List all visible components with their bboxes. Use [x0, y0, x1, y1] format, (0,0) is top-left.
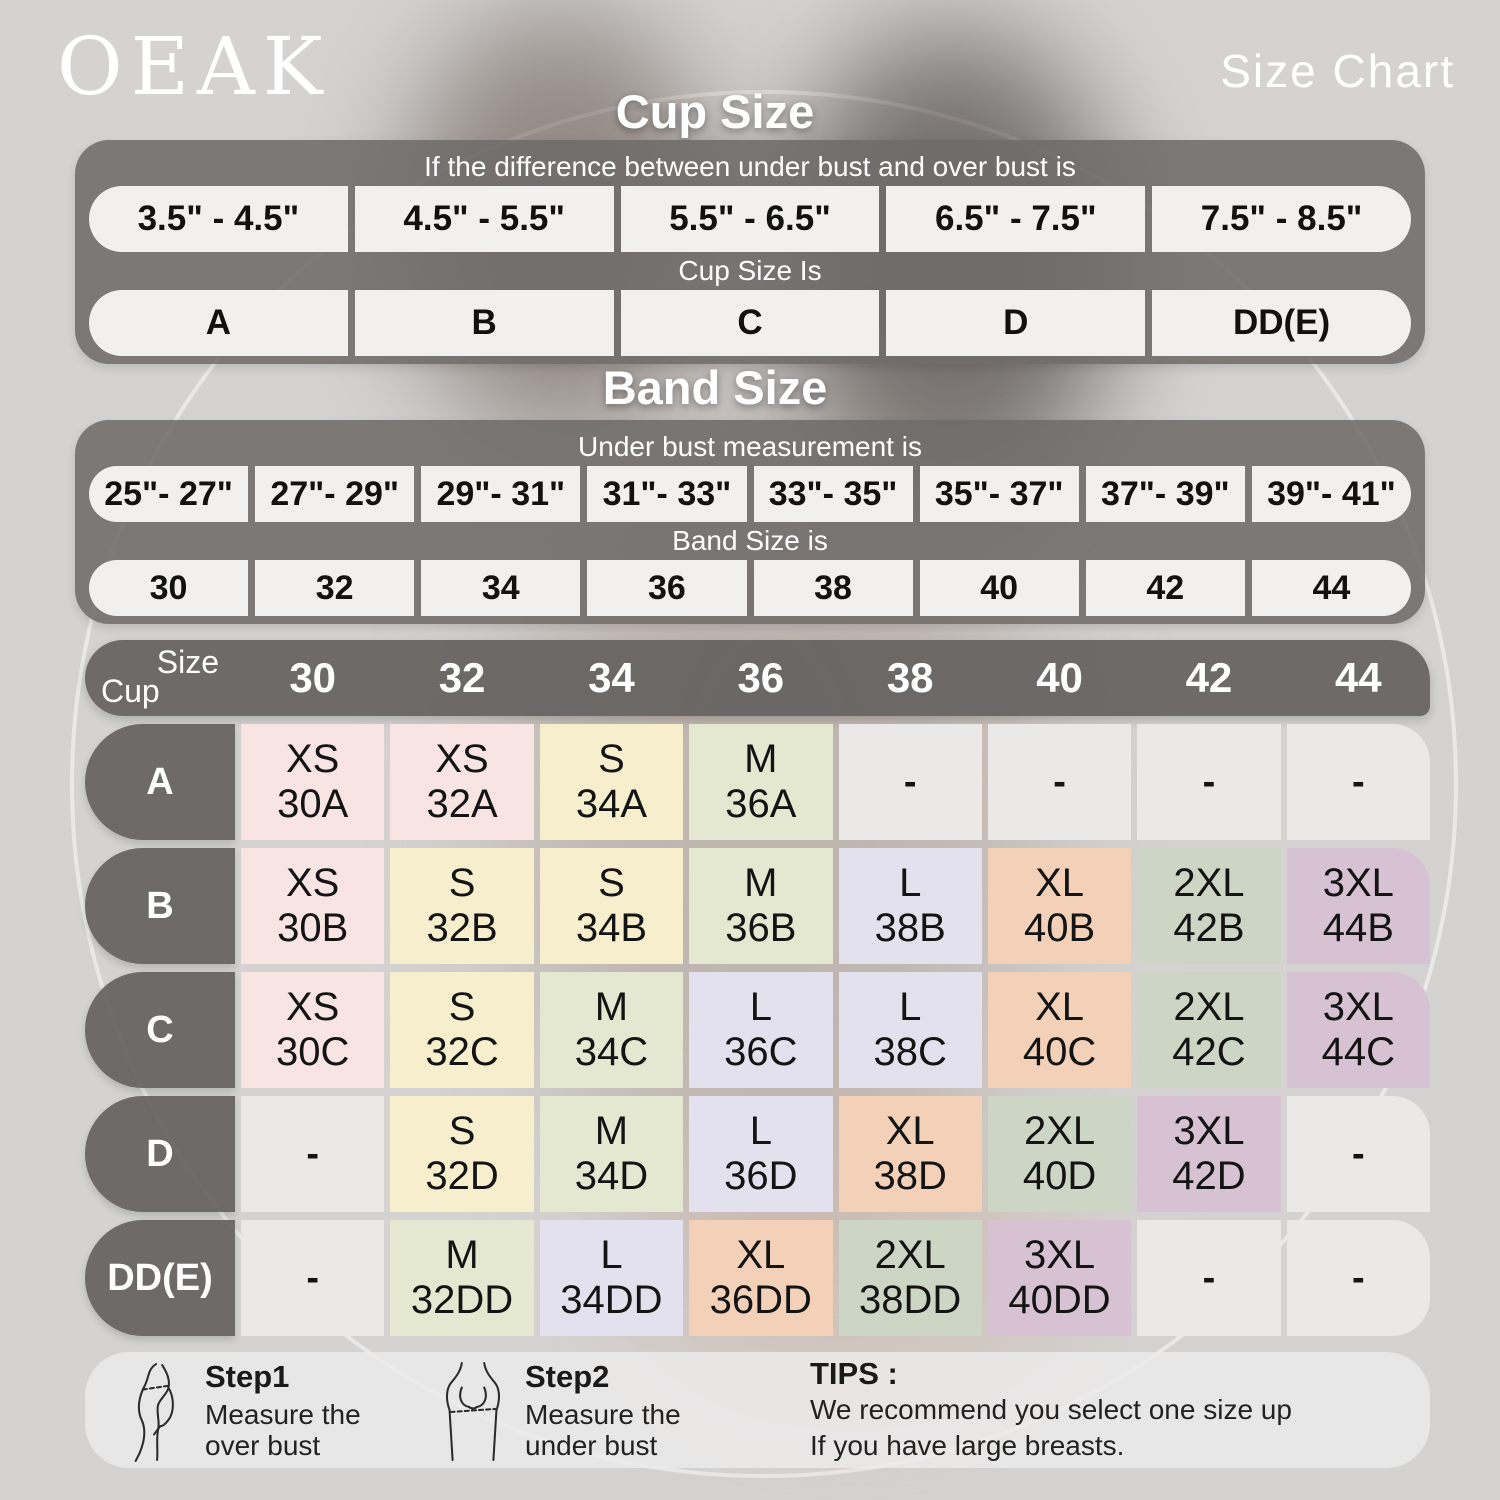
band-column-header-38: 38	[886, 654, 934, 701]
size-cell-36-B: M 36B	[689, 848, 832, 964]
band-column-header-44: 44	[1334, 654, 1382, 701]
band-value-6: 42	[1086, 560, 1245, 616]
band-value-3: 36	[587, 560, 746, 616]
size-cell-42-DD(E): -	[1137, 1220, 1280, 1336]
size-cell-42-D: 3XL 42D	[1137, 1096, 1280, 1212]
band-range-row	[89, 466, 1411, 522]
band-column-header-34: 34	[588, 654, 635, 701]
matrix-body	[85, 724, 1430, 1336]
cup-range-0: 3.5" - 4.5"	[89, 186, 348, 252]
measuring-guide-bar	[85, 1352, 1430, 1468]
band-value-row	[89, 560, 1411, 616]
size-cell-30-DD(E): -	[241, 1220, 384, 1336]
band-range-6: 37"- 39"	[1086, 466, 1245, 522]
size-cell-30-D: -	[241, 1096, 384, 1212]
size-cell-36-D: L 36D	[689, 1096, 832, 1212]
size-cell-40-D: 2XL 40D	[988, 1096, 1131, 1212]
size-cell-32-A: XS 32A	[390, 724, 533, 840]
size-cell-32-C: S 32C	[390, 972, 533, 1088]
corner-cup-label: Cup	[101, 673, 160, 709]
cup-range-3: 6.5" - 7.5"	[886, 186, 1145, 252]
cup-range-row	[89, 186, 1411, 252]
band-range-5: 35"- 37"	[920, 466, 1079, 522]
matrix-row-D	[85, 1096, 1430, 1212]
cup-value-3: D	[886, 290, 1145, 356]
corner-size-label: Size	[156, 644, 219, 680]
under-bust-measure-icon	[435, 1361, 511, 1463]
band-value-1: 32	[255, 560, 414, 616]
band-value-4: 38	[754, 560, 913, 616]
size-cell-38-D: XL 38D	[839, 1096, 982, 1212]
page-title: Size Chart	[1220, 45, 1455, 97]
band-column-header-42: 42	[1185, 654, 1233, 701]
size-cell-34-DD(E): L 34DD	[540, 1220, 683, 1336]
size-cell-34-A: S 34A	[540, 724, 683, 840]
size-cell-44-DD(E): -	[1287, 1220, 1430, 1336]
band-value-7: 44	[1252, 560, 1411, 616]
band-range-1: 27"- 29"	[255, 466, 414, 522]
band-range-3: 31"- 33"	[587, 466, 746, 522]
cup-difference-caption: If the difference between under bust and over bust is	[424, 151, 1076, 182]
band-column-header-30: 30	[289, 654, 337, 701]
matrix-header	[85, 640, 1430, 716]
size-cell-42-B: 2XL 42B	[1137, 848, 1280, 964]
cup-value-4: DD(E)	[1152, 290, 1411, 356]
step2-block	[525, 1359, 715, 1462]
band-column-header-32: 32	[438, 654, 486, 701]
band-value-2: 34	[421, 560, 580, 616]
cup-value-1: B	[355, 290, 614, 356]
size-cell-44-A: -	[1287, 724, 1430, 840]
band-range-4: 33"- 35"	[754, 466, 913, 522]
size-cell-42-C: 2XL 42C	[1137, 972, 1280, 1088]
step2-text: Measure the under bust	[525, 1398, 681, 1461]
cup-row-label-DD(E): DD(E)	[85, 1220, 235, 1336]
step2-title: Step2	[525, 1358, 610, 1394]
band-column-header-36: 36	[737, 654, 785, 701]
cup-range-2: 5.5" - 6.5"	[621, 186, 880, 252]
size-cell-40-DD(E): 3XL 40DD	[988, 1220, 1131, 1336]
size-cell-42-A: -	[1137, 724, 1280, 840]
cup-size-title: Cup Size	[615, 85, 815, 138]
size-cell-36-A: M 36A	[689, 724, 832, 840]
size-cell-36-C: L 36C	[689, 972, 832, 1088]
cup-result-caption: Cup Size Is	[678, 255, 822, 286]
tips-title: TIPS :	[810, 1355, 898, 1391]
cup-size-panel	[75, 140, 1425, 364]
size-cell-38-C: L 38C	[839, 972, 982, 1088]
cup-value-2: C	[621, 290, 880, 356]
band-range-2: 29"- 31"	[421, 466, 580, 522]
size-cell-34-D: M 34D	[540, 1096, 683, 1212]
cup-range-1: 4.5" - 5.5"	[355, 186, 614, 252]
band-result-caption: Band Size is	[672, 525, 828, 556]
matrix-corner-cell	[85, 640, 235, 716]
over-bust-measure-icon	[115, 1361, 191, 1463]
cup-value-0: A	[89, 290, 348, 356]
size-cell-34-C: M 34C	[540, 972, 683, 1088]
tips-line-1: We recommend you select one size up	[810, 1393, 1292, 1425]
size-cell-40-C: XL 40C	[988, 972, 1131, 1088]
size-cell-44-C: 3XL 44C	[1287, 972, 1430, 1088]
cup-range-4: 7.5" - 8.5"	[1152, 186, 1411, 252]
size-cell-44-B: 3XL 44B	[1287, 848, 1430, 964]
size-cell-32-D: S 32D	[390, 1096, 533, 1212]
size-cell-40-A: -	[988, 724, 1131, 840]
cup-row-label-D: D	[85, 1096, 235, 1212]
cup-row-label-A: A	[85, 724, 235, 840]
band-size-panel	[75, 420, 1425, 624]
size-cell-34-B: S 34B	[540, 848, 683, 964]
cup-value-row	[89, 290, 1411, 356]
size-cell-32-B: S 32B	[390, 848, 533, 964]
cup-row-label-B: B	[85, 848, 235, 964]
size-cell-38-A: -	[839, 724, 982, 840]
step1-text: Measure the over bust	[205, 1398, 361, 1461]
size-cell-38-DD(E): 2XL 38DD	[839, 1220, 982, 1336]
size-cell-44-D: -	[1287, 1096, 1430, 1212]
size-cell-30-B: XS 30B	[241, 848, 384, 964]
band-measurement-caption: Under bust measurement is	[578, 431, 922, 462]
size-cell-30-A: XS 30A	[241, 724, 384, 840]
band-range-0: 25"- 27"	[89, 466, 248, 522]
tips-line-2: If you have large breasts.	[810, 1430, 1125, 1461]
size-cell-36-DD(E): XL 36DD	[689, 1220, 832, 1336]
matrix-row-DD(E)	[85, 1220, 1430, 1336]
band-value-5: 40	[920, 560, 1079, 616]
matrix-row-A	[85, 724, 1430, 840]
cup-row-label-C: C	[85, 972, 235, 1088]
band-range-7: 39"- 41"	[1252, 466, 1411, 522]
band-column-header-40: 40	[1036, 654, 1083, 701]
brand-logo: OEAK	[57, 20, 331, 113]
tips-block	[810, 1356, 1292, 1465]
size-cell-40-B: XL 40B	[988, 848, 1131, 964]
step1-title: Step1	[205, 1358, 290, 1394]
matrix-row-B	[85, 848, 1430, 964]
size-cell-30-C: XS 30C	[241, 972, 384, 1088]
band-size-title: Band Size	[602, 361, 828, 414]
size-cell-32-DD(E): M 32DD	[390, 1220, 533, 1336]
size-matrix	[85, 640, 1430, 1336]
step1-block	[205, 1359, 395, 1462]
band-value-0: 30	[89, 560, 248, 616]
size-cell-38-B: L 38B	[839, 848, 982, 964]
matrix-row-C	[85, 972, 1430, 1088]
